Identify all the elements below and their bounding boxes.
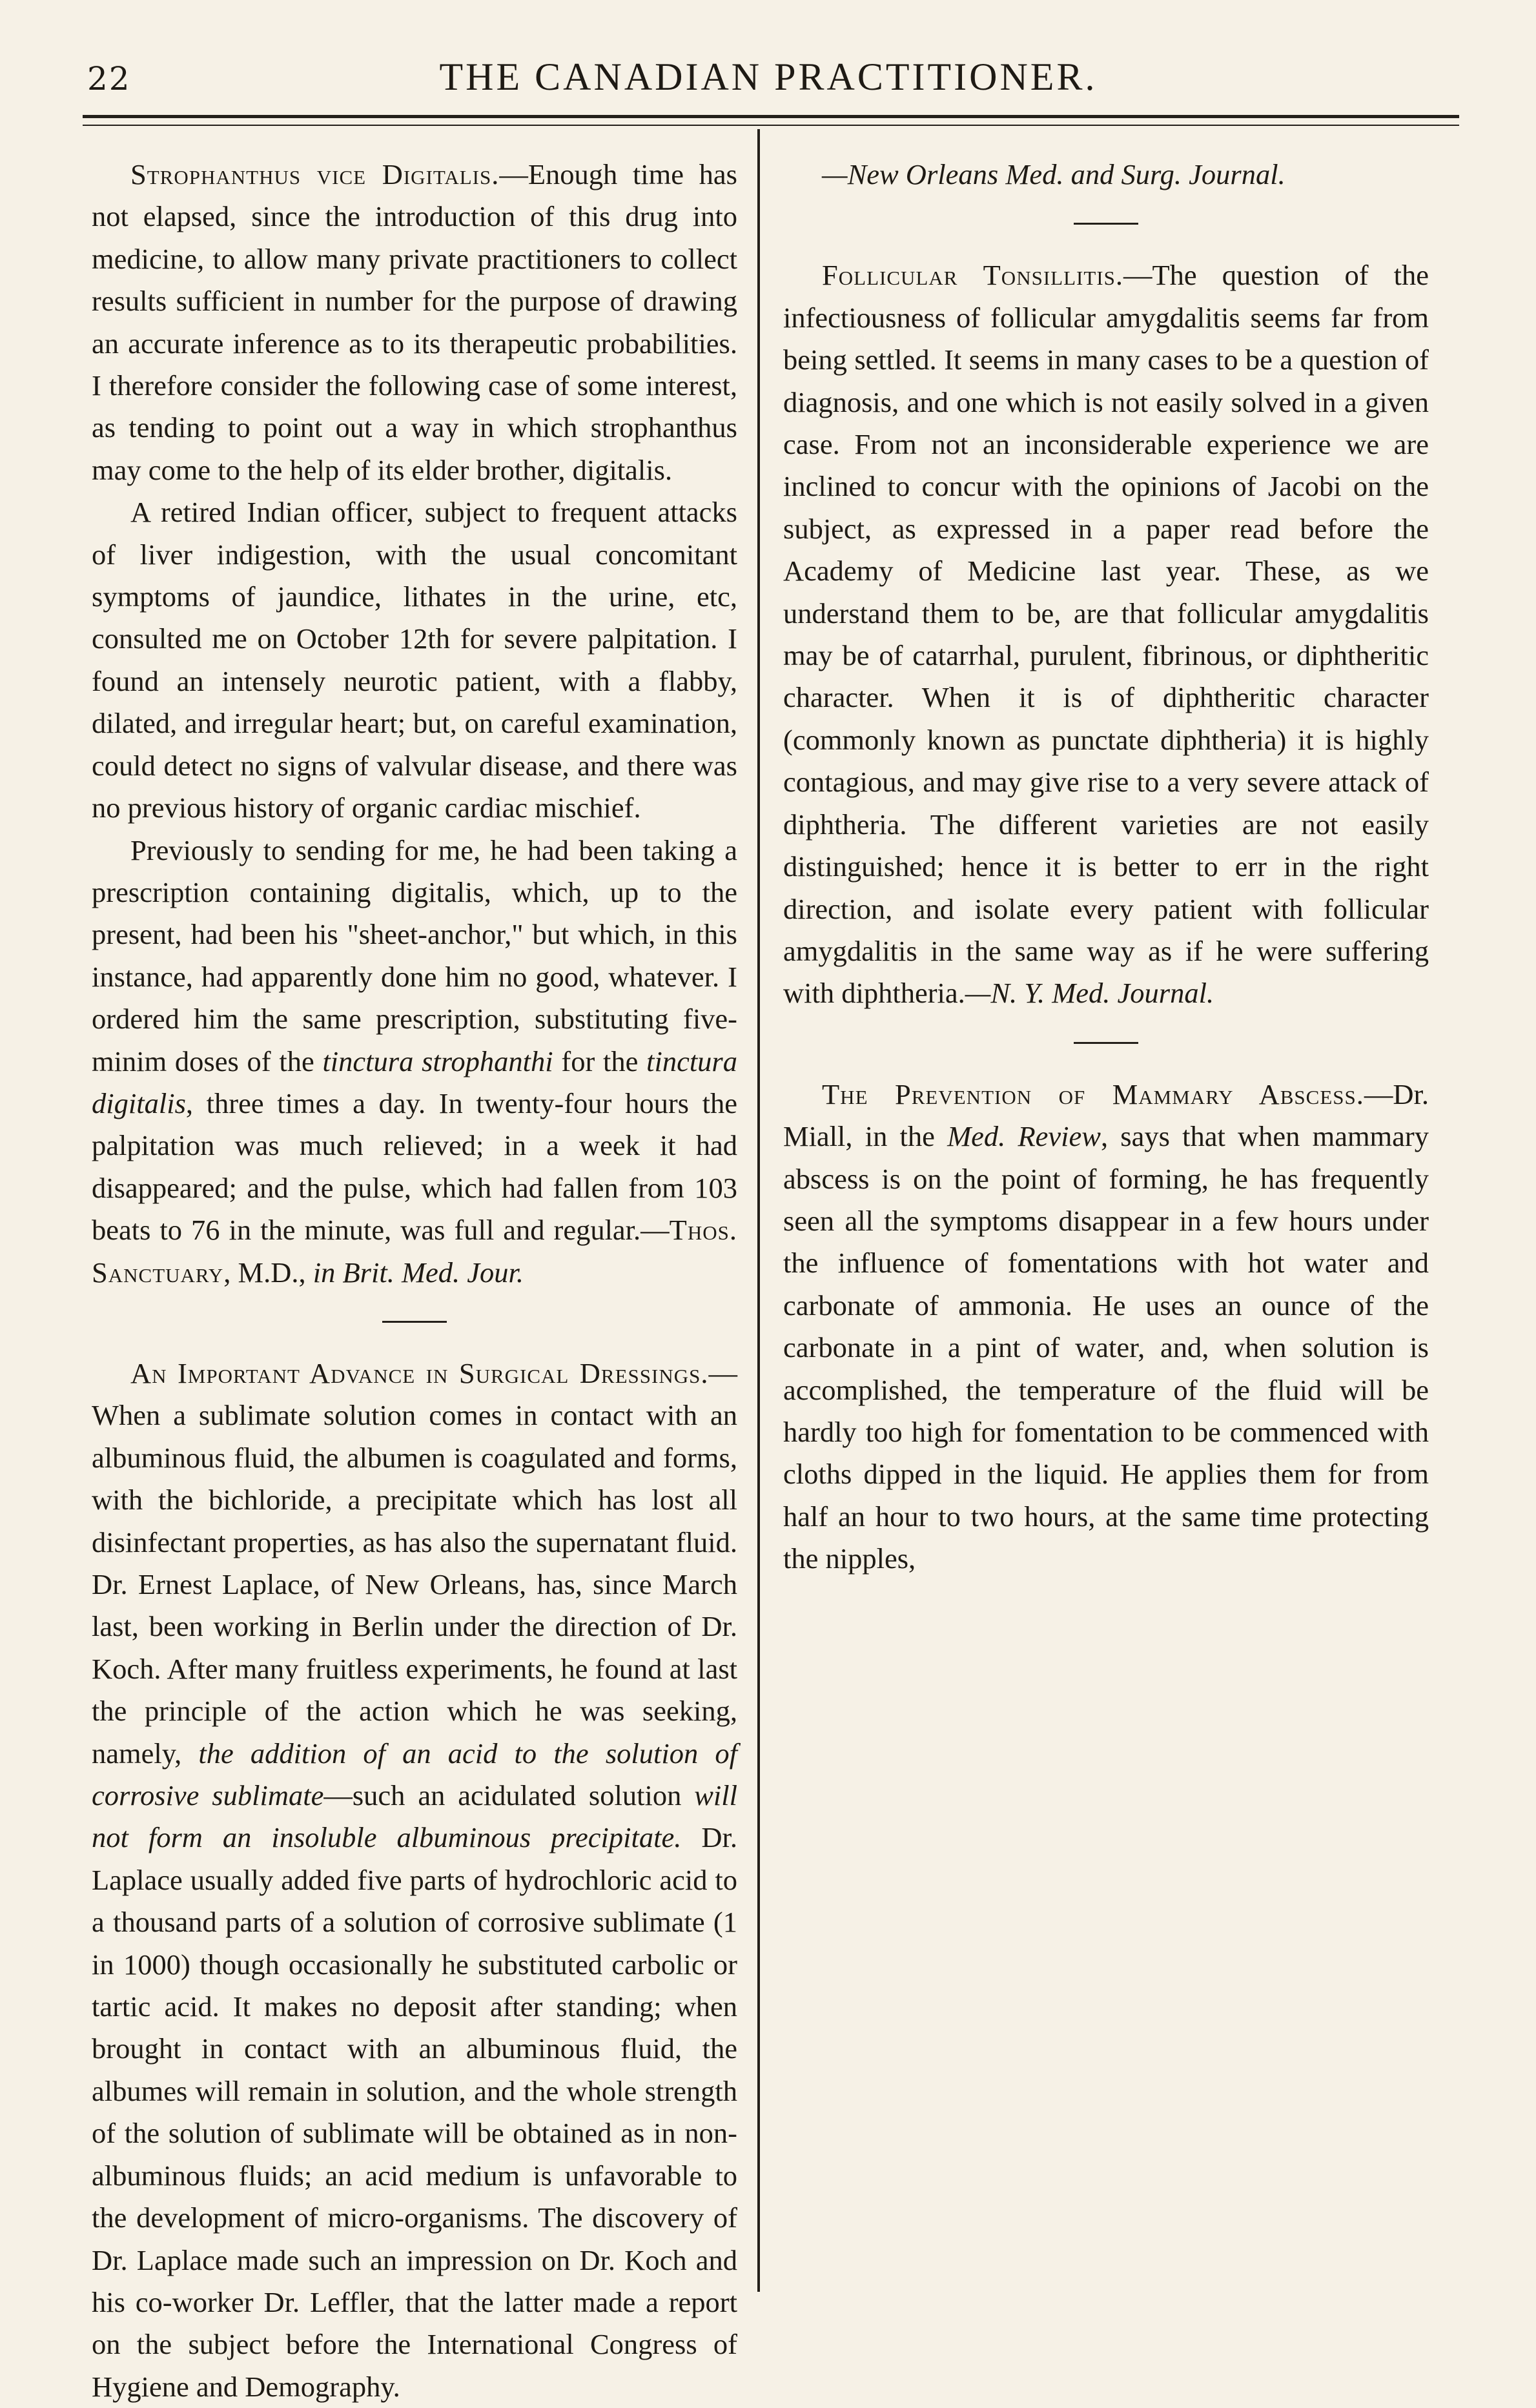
article-title: Follicular Tonsillitis.: [822, 259, 1123, 292]
article-tonsillitis-p1: Follicular Tonsillitis.—The question of the infectiousness of follicular amygdalitis seems far from being settled. It seems in many cases to be a question of diagnosis, and one which is not easily solved in a given case. From not an inconsiderable experience we are inclined to concur with the opinions of Jacobi on the subject, as expressed in a paper read before the Academy of Medicine last year. These, as we understand them to be, are that follicular amygdalitis may be of catarrhal, purulent, fibrinous, or diphtheritic character. When it is of diphtheritic character (commonly known as punctate diphtheria) it is highly contagious, and may give rise to a very severe attack of diphtheria. The different varieties are not easily distinguished; hence it is better to err in the right direction, and isolate every patient with follicular amygdalitis in the same way as if he were suffering with diphtheria.—N. Y. Med. Journal.: [783, 259, 1429, 1010]
left-column: [92, 154, 737, 2408]
article-source: in Brit. Med. Jour.: [312, 1256, 524, 1289]
header-rule-thick: [83, 115, 1459, 118]
right-column: [783, 154, 1429, 1580]
article-source: —New Orleans Med. and Surg. Journal.: [822, 158, 1285, 190]
page-number: 22: [87, 60, 131, 97]
article-mammary-abscess-p1: The Prevention of Mammary Abscess.—Dr. Miall, in the Med. Review, says that when mammary abscess is on the point of forming, he has frequently seen all the symptoms disappear in a few hours under the influence of fomentations with hot water and carbonate of ammonia. He uses an ounce of the carbonate in a pint of water, and, when solution is accomplished, the temperature of the fluid will be hardly too high for fomentation to be commenced with cloths dipped in the liquid. He applies them for from half an hour to two hours, at the same time protecting the nipples,: [783, 1077, 1429, 1575]
header-rule-thin: [83, 125, 1459, 126]
column-divider: [757, 129, 760, 2292]
article-author: Thos. Sanctuary: [92, 1214, 737, 1289]
running-title: THE CANADIAN PRACTITIONER.: [439, 56, 1098, 98]
article-strophanthus-p2: A retired Indian officer, subject to frequent attacks of liver indigestion, with the usual concomitant symptoms of jaundice, lithates in the urine, etc, consulted me on October 12th for severe palpitation. I found an intensely neurotic patient, with a flabby, dilated, and irregular heart; but, on careful examination, could detect no signs of valvular disease, and there was no previous history of organic cardiac mischief.: [92, 496, 737, 824]
article-title: An Important Advance in Surgical Dressings.: [130, 1356, 709, 1389]
article-separator: [1074, 223, 1138, 225]
article-title: The Prevention of Mammary Abscess.: [822, 1077, 1364, 1110]
article-separator: [1074, 1042, 1138, 1044]
article-strophanthus-p3: Previously to sending for me, he had been taking a prescription containing digitalis, which, up to the present, had been his "sheet-anchor," but which, in this instance, had apparently done him no good, whatever. I ordered him the same prescription, substituting five-minim doses of the tinctura strophanthi for the tinctura digitalis, three times a day. In twenty-four hours the palpitation was much relieved; in a week it had disappeared; and the pulse, which had fallen from 103 beats to 76 in the minute, was full and regular.—Thos. Sanctuary, M.D., in Brit. Med. Jour.: [92, 833, 738, 1289]
article-surgical-dressings-p1: An Important Advance in Surgical Dressings.—When a sublimate solution comes in contact with an albuminous fluid, the albumen is coagulated and forms, with the bichloride, a precipitate which has lost all disinfectant properties, as has also the supernatant fluid. Dr. Ernest Laplace, of New Orleans, has, since March last, been working in Berlin under the direction of Dr. Koch. After many fruitless experiments, he found at last the principle of the action which he was seeking, namely, the addition of an acid to the solution of corrosive sublimate—such an acidulated solution will not form an insoluble albuminous precipitate. Dr. Laplace usually added five parts of hydrochloric acid to a thousand parts of a solution of corrosive sublimate (1 in 1000) though occasionally he substituted carbolic or tartic acid. It makes no deposit after standing; when brought in contact with an albuminous fluid, the albumes will remain in solution, and the whole strength of the solution of sublimate will be obtained as in non-albuminous fluids; an acid medium is unfavorable to the development of micro-organisms. The discovery of Dr. Laplace made such an impression on Dr. Koch and his co-worker Dr. Leffler, that the latter made a report on the subject before the International Congress of Hygiene and Demography.: [92, 1356, 738, 2403]
article-separator: [382, 1321, 447, 1323]
article-title: Strophanthus vice Digitalis.: [130, 158, 500, 190]
article-strophanthus-p1: Strophanthus vice Digitalis.—Enough time has not elapsed, since the introduction of this drug into medicine, to allow many private practitioners to collect results sufficient in number for the purpose of drawing an accurate inference as to its therapeutic probabilities. I therefore consider the following case of some interest, as tending to point out a way in which strophanthus may come to the help of its elder brother, digitalis.: [92, 158, 737, 486]
article-source: —N. Y. Med. Journal.: [965, 977, 1214, 1010]
page-header: [77, 36, 1459, 107]
